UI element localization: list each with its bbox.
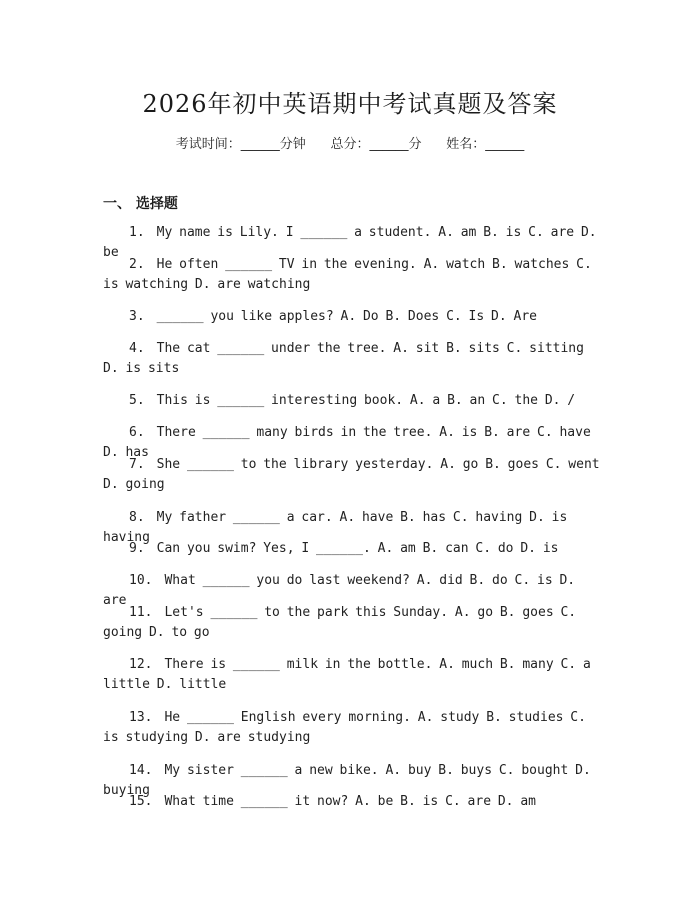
question-number: 4.: [129, 341, 145, 356]
question-text: He ______ English every morning. A. study B. studies C. is studying D. are studying: [103, 710, 586, 745]
question-text: There is ______ milk in the bottle. A. much B. many C. a little D. little: [103, 657, 591, 692]
question-text: This is ______ interesting book. A. a B. an C. the D. /: [156, 393, 576, 408]
question-item: [103, 339, 600, 379]
question-number: 7.: [129, 457, 145, 472]
question-text: The cat ______ under the tree. A. sit B. sits C. sitting D. is sits: [103, 341, 584, 376]
question-text: She ______ to the library yesterday. A. go B. goes C. went D. going: [103, 457, 600, 492]
question-number: 11.: [129, 605, 153, 620]
question-item: [103, 655, 600, 695]
question-number: 2.: [129, 257, 145, 272]
exam-info-line: 考试时间：______分钟 总分：______分 姓名：______: [175, 137, 525, 152]
question-item: [103, 708, 600, 748]
question-number: 3.: [129, 309, 145, 324]
question-text: ______ you like apples? A. Do B. Does C. Is D. Are: [156, 309, 537, 324]
question-item: [103, 307, 600, 327]
page-title: 2026年初中英语期中考试真题及答案: [142, 90, 558, 118]
question-text: My sister ______ a new bike. A. buy B. buys C. bought D. buying: [103, 763, 591, 798]
question-number: 12.: [129, 657, 153, 672]
question-text: There ______ many birds in the tree. A. is B. are C. have D. has: [103, 425, 591, 460]
question-item: [103, 603, 600, 643]
question-number: 1.: [129, 225, 145, 240]
question-number: 9.: [129, 541, 145, 556]
question-item: [103, 539, 600, 559]
question-number: 8.: [129, 510, 145, 525]
question-number: 6.: [129, 425, 145, 440]
question-text: My father ______ a car. A. have B. has C. having D. is having: [103, 510, 568, 545]
question-number: 5.: [129, 393, 145, 408]
question-item: [103, 455, 600, 495]
question-text: My name is Lily. I ______ a student. A. am B. is C. are D. be: [103, 225, 597, 260]
question-text: What ______ you do last weekend? A. did B. do C. is D. are: [103, 573, 576, 608]
question-item: [103, 255, 600, 295]
question-number: 10.: [129, 573, 153, 588]
question-text: What time ______ it now? A. be B. is C. are D. am: [164, 794, 536, 809]
question-number: 14.: [129, 763, 153, 778]
question-number: 13.: [129, 710, 153, 725]
question-text: Let's ______ to the park this Sunday. A. go B. goes C. going D. to go: [103, 605, 577, 640]
question-item: [103, 792, 600, 812]
question-number: 15.: [129, 794, 153, 809]
question-item: [103, 391, 600, 411]
section-heading: 一、 选择题: [103, 196, 178, 212]
question-text: Can you swim? Yes, I ______. A. am B. can C. do D. is: [156, 541, 559, 556]
question-text: He often ______ TV in the evening. A. watch B. watches C. is watching D. are watching: [103, 257, 592, 292]
